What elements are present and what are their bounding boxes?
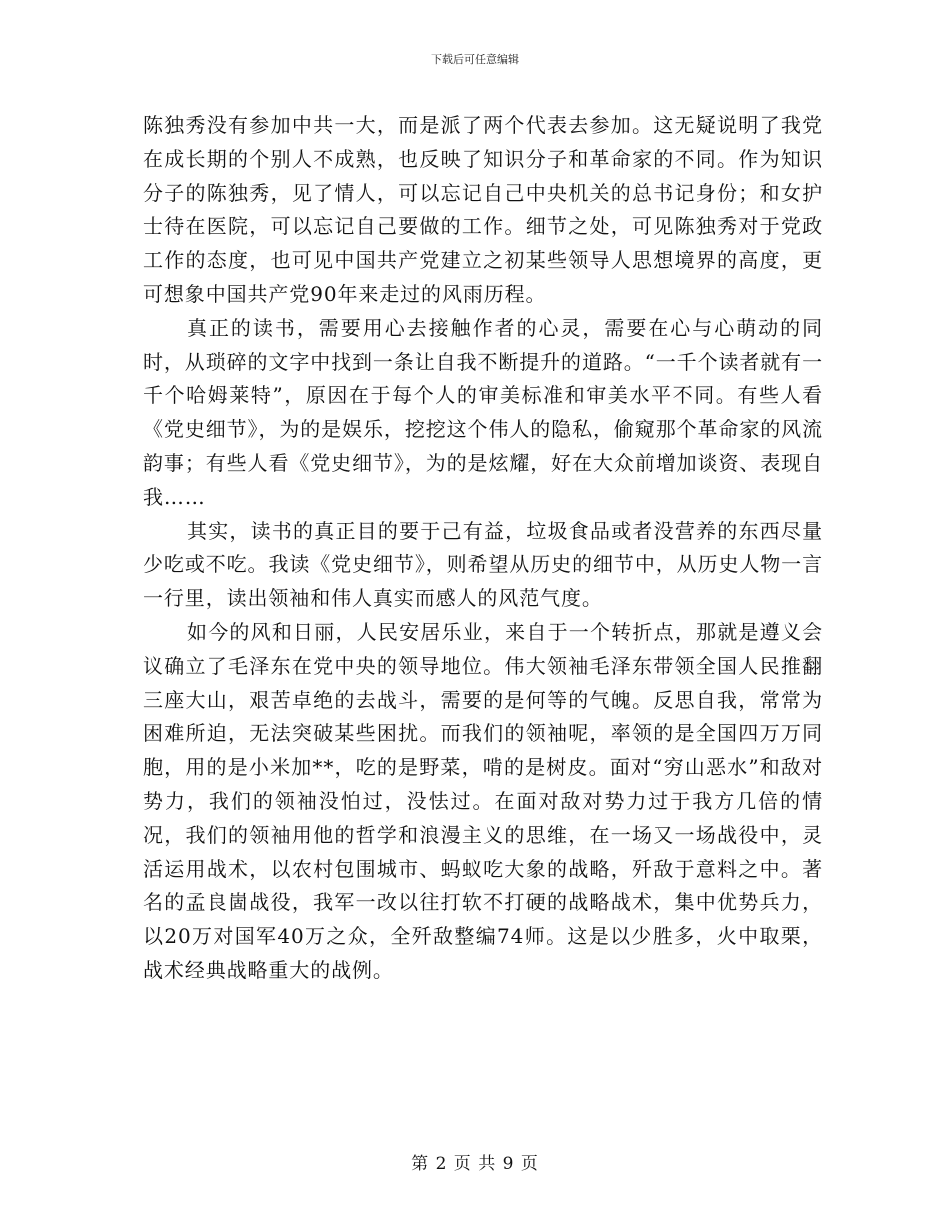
document-body xyxy=(143,109,823,988)
paragraph-3: 其实，读书的真正目的要于己有益，垃圾食品或者没营养的东西尽量少吃或不吃。我读《党史细节》，则希望从历史的细节中，从历史人物一言一行里，读出领袖和伟人真实而感人的风范气度。 xyxy=(143,518,823,611)
paragraph-4: 如今的风和日丽，人民安居乐业，来自于一个转折点，那就是遵义会议确立了毛泽东在党中央的领导地位。伟大领袖毛泽东带领全国人民推翻三座大山，艰苦卓绝的去战斗，需要的是何等的气魄。反思自我，常常为困难所迫，无法突破某些困扰。而我们的领袖呢，率领的是全国四万万同胞，用的是小米加**，吃的是野菜，啃的是树皮。面对“穷山恶水”和敌对势力，我们的领袖没怕过，没怯过。在面对敌对势力过于我方几倍的情况，我们的领袖用他的哲学和浪漫主义的思维，在一场又一场战役中，灵活运用战术，以农村包围城市、蚂蚁吃大象的战略，歼敌于意料之中。著名的孟良崮战役，我军一改以往打软不打硬的战略战术，集中优势兵力，以20万对国军40万之众，全歼敌整编74师。这是以少胜多，火中取栗，战术经典战略重大的战例。 xyxy=(143,619,823,982)
paragraph-1: 陈独秀没有参加中共一大，而是派了两个代表去参加。这无疑说明了我党在成长期的个别人不成熟，也反映了知识分子和革命家的不同。作为知识分子的陈独秀，见了情人，可以忘记自己中央机关的总书记身份；和女护士待在医院，可以忘记自己要做的工作。细节之处，可见陈独秀对于党政工作的态度，也可见中国共产党建立之初某些领导人思想境界的高度，更可想象中国共产党90年来走过的风雨历程。 xyxy=(143,113,823,306)
page-header: 下载后可任意编辑 xyxy=(431,53,519,66)
paragraph-2: 真正的读书，需要用心去接触作者的心灵，需要在心与心萌动的同时，从琐碎的文字中找到一条让自我不断提升的道路。“一千个读者就有一千个哈姆莱特”，原因在于每个人的审美标准和审美水平不同。有些人看《党史细节》，为的是娱乐，挖挖这个伟人的隐私，偷窥那个革命家的风流韵事；有些人看《党史细节》，为的是炫耀，好在大众前增加谈资、表现自我…… xyxy=(143,315,823,509)
page-number-footer: 第 2 页 共 9 页 xyxy=(411,1154,539,1174)
